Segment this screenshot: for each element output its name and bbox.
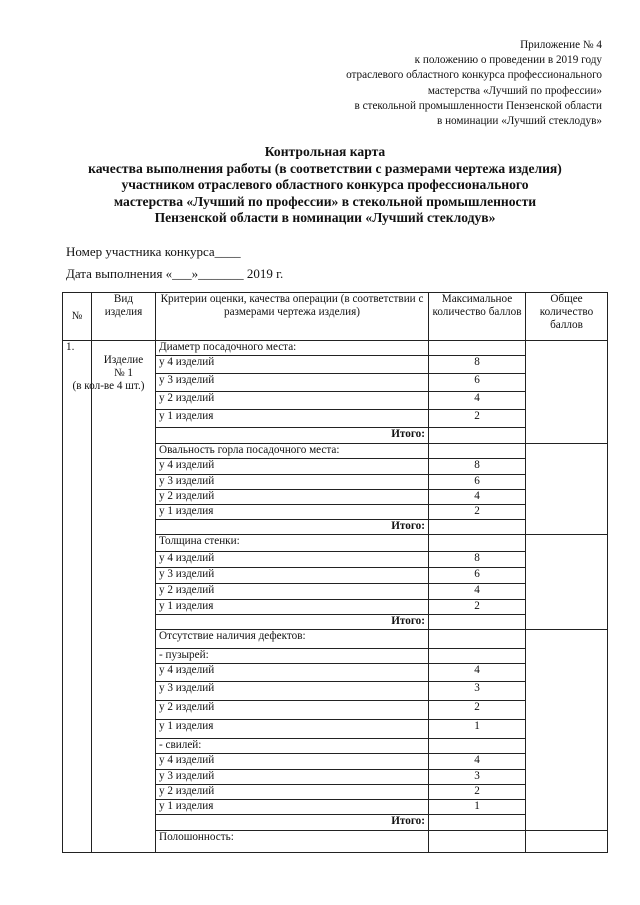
title-line: Контрольная карта <box>264 144 386 159</box>
max-points-cell: 8 <box>429 356 526 374</box>
criteria-text: у 2 изделий <box>156 584 429 600</box>
document-title <box>40 144 610 227</box>
criteria-text: у 3 изделий <box>156 682 429 701</box>
max-points-cell: 8 <box>429 552 526 568</box>
max-points-cell: 8 <box>429 459 526 475</box>
total-label: Итого: <box>156 428 429 444</box>
criteria-text: у 1 изделия <box>156 600 429 615</box>
title-line: Пензенской области в номинации «Лучший стеклодув» <box>154 210 496 226</box>
criteria-text: у 2 изделий <box>156 490 429 505</box>
total-points-cell <box>526 831 608 853</box>
max-points-cell: 2 <box>429 701 526 720</box>
header-num: № <box>63 293 92 341</box>
max-points-cell: 4 <box>429 754 526 770</box>
criteria-text: у 1 изделия <box>156 720 429 739</box>
total-points-cell <box>526 630 608 831</box>
max-points-cell: 2 <box>429 600 526 615</box>
appendix-line: в номинации «Лучший стеклодув» <box>436 115 602 128</box>
max-points-cell: 6 <box>429 374 526 392</box>
max-points-cell <box>429 341 526 356</box>
product-name-line: № 1 <box>113 367 134 379</box>
criteria-text: у 3 изделий <box>156 568 429 584</box>
criteria-text: Диаметр посадочного места: <box>156 341 429 356</box>
max-points-cell <box>429 428 526 444</box>
table-body <box>63 341 608 853</box>
appendix-note <box>272 38 602 129</box>
criteria-text: - свилей: <box>156 739 429 754</box>
total-points-cell <box>526 535 608 630</box>
title-line: мастерства «Лучший по профессии» в стекольной промышленности <box>113 193 537 209</box>
criteria-text: у 4 изделий <box>156 459 429 475</box>
criteria-row <box>63 341 608 356</box>
max-points-cell: 4 <box>429 392 526 410</box>
criteria-text: Толщина стенки: <box>156 535 429 552</box>
table-header-row <box>63 293 608 341</box>
max-points-cell: 6 <box>429 475 526 490</box>
max-points-cell: 2 <box>429 785 526 800</box>
total-points-cell <box>526 341 608 444</box>
criteria-text: у 1 изделия <box>156 505 429 520</box>
criteria-text: у 1 изделия <box>156 800 429 815</box>
criteria-text: у 3 изделий <box>156 374 429 392</box>
title-line: качества выполнения работы (в соответствии с размерами чертежа изделия) <box>88 160 562 176</box>
header-product: Вид изделия <box>92 293 156 341</box>
criteria-text: Полошонность: <box>156 831 429 853</box>
max-points-cell: 4 <box>429 664 526 682</box>
max-points-cell: 1 <box>429 720 526 739</box>
criteria-text: у 3 изделий <box>156 475 429 490</box>
appendix-line: к положению о проведении в 2019 году <box>414 54 602 67</box>
criteria-text: - пузырей: <box>156 649 429 664</box>
criteria-text: у 2 изделий <box>156 785 429 800</box>
max-points-cell <box>429 535 526 552</box>
product-name-line: Изделие <box>103 354 144 366</box>
criteria-text: у 2 изделий <box>156 701 429 720</box>
header-criteria: Критерии оценки, качества операции (в соответствии с размерами чертежа изделия) <box>156 293 429 341</box>
criteria-text: у 3 изделий <box>156 770 429 785</box>
criteria-text: Овальность горла посадочного места: <box>156 444 429 459</box>
product-name-line: (в кол-ве 4 шт.) <box>72 380 145 392</box>
title-line: участником отраслевого областного конкурса профессионального <box>121 177 529 193</box>
participant-number-field: Номер участника конкурса____ <box>66 244 241 259</box>
max-points-cell <box>429 630 526 649</box>
appendix-line: Приложение № 4 <box>520 39 602 51</box>
criteria-text: у 4 изделий <box>156 664 429 682</box>
criteria-text: у 4 изделий <box>156 754 429 770</box>
total-label: Итого: <box>156 615 429 630</box>
appendix-line: отраслевого областного конкурса профессионального <box>346 69 602 82</box>
max-points-cell: 3 <box>429 770 526 785</box>
max-points-cell: 3 <box>429 682 526 701</box>
max-points-cell <box>429 520 526 535</box>
criteria-text: у 1 изделия <box>156 410 429 428</box>
max-points-cell <box>429 739 526 754</box>
max-points-cell: 1 <box>429 800 526 815</box>
criteria-text: Отсутствие наличия дефектов: <box>156 630 429 649</box>
criteria-text: у 2 изделий <box>156 392 429 410</box>
max-points-cell <box>429 444 526 459</box>
total-points-cell <box>526 444 608 535</box>
max-points-cell <box>429 615 526 630</box>
item-number: 1. <box>66 341 75 353</box>
max-points-cell: 2 <box>429 410 526 428</box>
max-points-cell: 2 <box>429 505 526 520</box>
max-points-cell <box>429 815 526 831</box>
max-points-cell: 4 <box>429 490 526 505</box>
total-label: Итого: <box>156 815 429 831</box>
control-card-table <box>62 292 608 853</box>
total-label: Итого: <box>156 520 429 535</box>
max-points-cell <box>429 831 526 853</box>
max-points-cell: 6 <box>429 568 526 584</box>
header-max-points: Максимальное количество баллов <box>429 293 526 341</box>
completion-date-field: Дата выполнения «___»_______ 2019 г. <box>66 266 284 281</box>
max-points-cell <box>429 649 526 664</box>
header-total-points: Общее количество баллов <box>526 293 608 341</box>
appendix-line: в стекольной промышленности Пензенской области <box>354 99 602 112</box>
product-type-cell <box>72 341 156 853</box>
appendix-line: мастерства «Лучший по профессии» <box>427 84 602 97</box>
max-points-cell: 4 <box>429 584 526 600</box>
item-number-cell <box>63 341 92 853</box>
criteria-text: у 4 изделий <box>156 356 429 374</box>
criteria-text: у 4 изделий <box>156 552 429 568</box>
